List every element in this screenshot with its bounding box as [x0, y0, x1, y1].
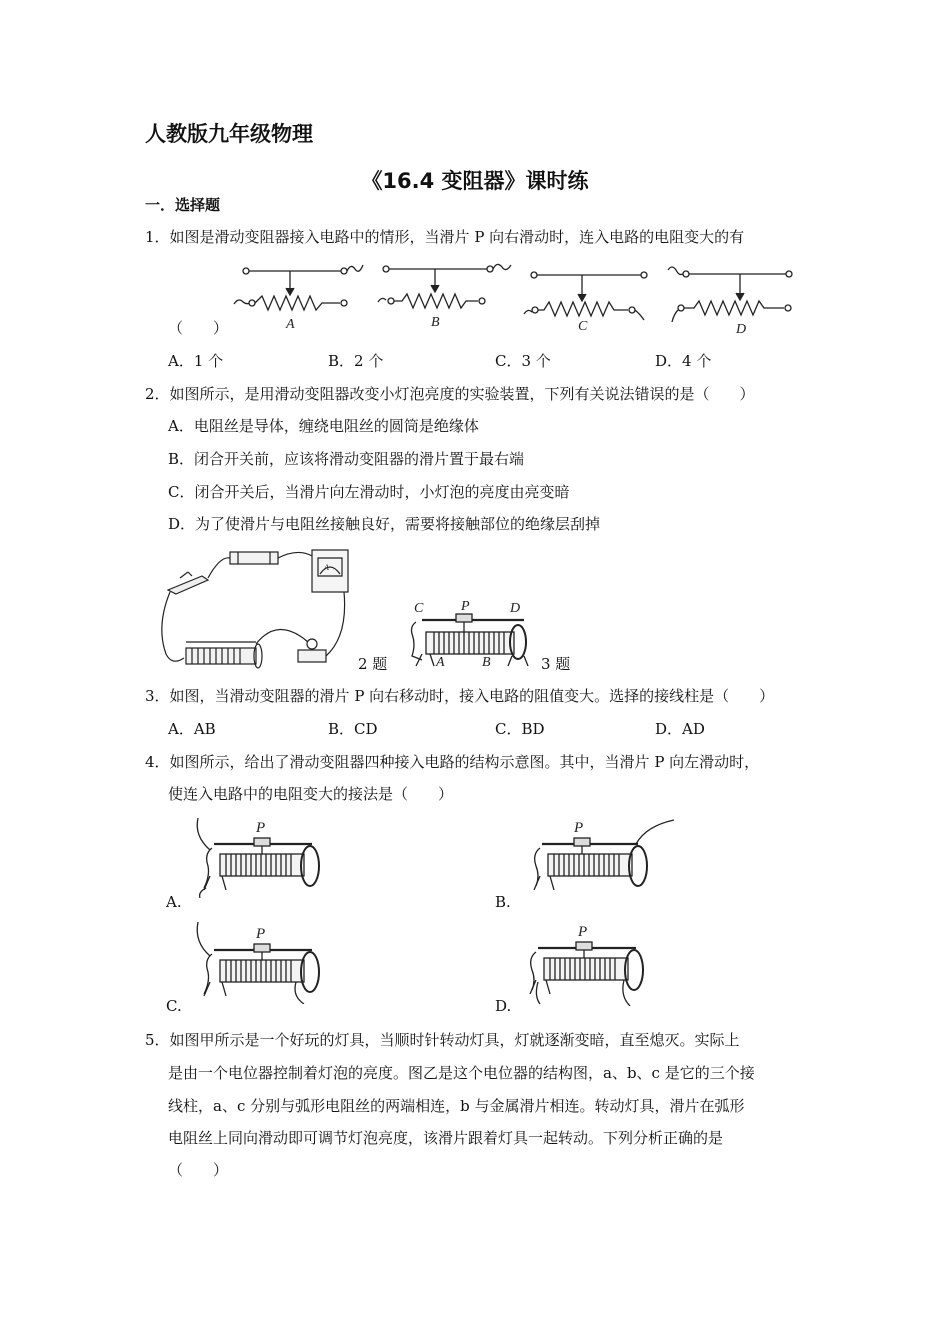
q1-option-d: D．4 个 [655, 352, 712, 370]
q4-stem-line2: 使连入电路中的电阻变大的接法是（ ） [168, 785, 454, 803]
q3-rheostat-figure [408, 596, 534, 670]
q4-option-b: B. [495, 893, 511, 911]
q1-figure [228, 256, 808, 340]
q2-ammeter-label: A [324, 563, 329, 572]
q2-option-c: C．闭合开关后，当滑片向左滑动时，小灯泡的亮度由亮变暗 [168, 483, 570, 501]
q4-stem-line1: 4．如图所示，给出了滑动变阻器四种接入电路的结构示意图。其中，当滑片 P 向左滑动时， [145, 753, 760, 771]
q1-fig-a [234, 265, 363, 310]
q4-figure-c [192, 920, 332, 1004]
page-title: 《16.4 变阻器》课时练 [361, 169, 589, 193]
q5-line-2: 是由一个电位器控制着灯泡的亮度。图乙是这个电位器的结构图，a、b、c 是它的三个接 [168, 1064, 755, 1082]
q3-terminal-d: D [510, 601, 521, 616]
q4-figure-a [192, 816, 332, 898]
q4-option-a: A. [166, 893, 182, 911]
q3-option-a: A．AB [168, 720, 216, 738]
q1-stem: 1．如图是滑动变阻器接入电路中的情形，当滑片 P 向右滑动时，连入电路的电阻变大的有 [145, 228, 745, 246]
q3-slider-p: P [461, 599, 470, 614]
q3-terminal-c: C [414, 601, 424, 616]
q3-option-b: B．CD [328, 720, 378, 738]
q4-c-slider-p: P [256, 926, 266, 942]
q5-answer-blank: （ ） [168, 1161, 229, 1179]
q3-fig-caption: 3 题 [541, 655, 571, 673]
q1-option-c: C．3 个 [495, 352, 551, 370]
q3-stem: 3．如图，当滑动变阻器的滑片 P 向右移动时，接入电路的阻值变大。选择的接线柱是（ ） [145, 687, 775, 705]
q1-fig-b [378, 264, 511, 308]
q2-fig-caption: 2 题 [358, 655, 388, 673]
q2-stem: 2．如图所示，是用滑动变阻器改变小灯泡亮度的实验装置，下列有关说法错误的是（ ） [145, 385, 755, 403]
q4-option-c: C. [166, 997, 182, 1015]
q3-terminal-b: B [482, 655, 491, 670]
q5-line-4: 电阻丝上同向滑动即可调节灯泡亮度，该滑片跟着灯具一起转动。下列分析正确的是 [168, 1129, 724, 1147]
q4-figure-b [528, 816, 680, 898]
q3-option-d: D．AD [655, 720, 705, 738]
q1-answer-blank: （ ） [168, 319, 229, 337]
q1-option-b: B．2 个 [328, 352, 384, 370]
q4-option-d: D. [495, 997, 512, 1015]
q3-option-c: C．BD [495, 720, 545, 738]
q4-a-slider-p: P [256, 820, 266, 836]
q1-fig-label-a: A [286, 317, 295, 332]
q1-fig-c [524, 272, 647, 320]
q4-d-slider-p: P [578, 924, 588, 940]
q2-circuit-figure [158, 546, 358, 672]
q1-fig-label-c: C [578, 319, 588, 334]
q5-line-3: 线柱，a、c 分别与弧形电阻丝的两端相连，b 与金属滑片相连。转动灯具，滑片在弧形 [168, 1097, 745, 1115]
q1-fig-d [668, 267, 792, 322]
q1-fig-label-d: D [736, 322, 747, 337]
subject-heading: 人教版九年级物理 [145, 122, 313, 146]
q1-fig-label-b: B [431, 315, 440, 330]
q2-option-b: B．闭合开关前，应该将滑动变阻器的滑片置于最右端 [168, 450, 525, 468]
q2-option-d: D．为了使滑片与电阻丝接触良好，需要将接触部位的绝缘层刮掉 [168, 515, 601, 533]
q3-terminal-a: A [436, 655, 445, 670]
q4-b-slider-p: P [574, 820, 584, 836]
q5-line-1: 5．如图甲所示是一个好玩的灯具，当顺时针转动灯具，灯就逐渐变暗，直至熄灭。实际上 [145, 1031, 740, 1049]
q2-option-a: A．电阻丝是导体，缠绕电阻丝的圆筒是绝缘体 [168, 417, 479, 435]
q4-figure-d [524, 920, 648, 1006]
section-title: 一．选择题 [145, 196, 221, 214]
q1-option-a: A．1 个 [168, 352, 224, 370]
